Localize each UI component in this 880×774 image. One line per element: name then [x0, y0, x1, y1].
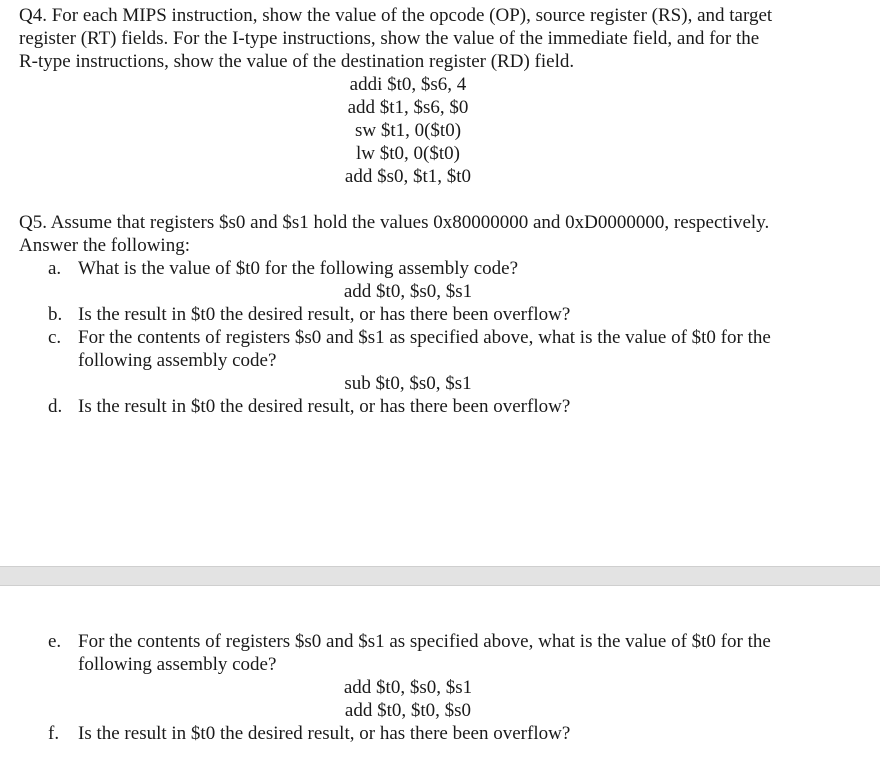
q4-code-line-2: add $t1, $s6, $0 — [347, 97, 469, 118]
q5-item-c-code: sub $t0, $s0, $s1 — [344, 373, 472, 394]
q5-prompt-line-1: Q5. Assume that registers $s0 and $s1 hold the values 0x80000000 and 0xD0000000, respectively. — [19, 212, 770, 233]
q4-code-line-3: sw $t1, 0($t0) — [354, 120, 462, 141]
q4-code-line-4: lw $t0, 0($t0) — [356, 143, 460, 164]
q5-item-e-text-line-1: For the contents of registers $s0 and $s1 as specified above, what is the value of $t0 for the — [78, 631, 771, 652]
q5-prompt-line-2: Answer the following: — [19, 235, 190, 256]
document-page-2 — [0, 586, 880, 774]
q5-item-e-label: e. — [48, 631, 62, 652]
q4-prompt-line-3: R-type instructions, show the value of the destination register (RD) field. — [19, 51, 575, 72]
q5-item-b-text: Is the result in $t0 the desired result, or has there been overflow? — [78, 304, 571, 325]
q5-item-c-text-line-1: For the contents of registers $s0 and $s1 as specified above, what is the value of $t0 for the — [78, 327, 771, 348]
q5-item-e-code-line-2: add $t0, $t0, $s0 — [344, 700, 472, 721]
q5-item-e-text-line-2: following assembly code? — [78, 654, 277, 675]
q5-item-c-label: c. — [48, 327, 62, 348]
page-break-separator — [0, 566, 880, 586]
q4-code-line-5: add $s0, $t1, $t0 — [344, 166, 472, 187]
q4-code-line-1: addi $t0, $s6, 4 — [349, 74, 467, 95]
q5-item-a-text: What is the value of $t0 for the following assembly code? — [78, 258, 519, 279]
q5-item-a-label: a. — [48, 258, 62, 279]
q5-item-f-label: f. — [48, 723, 60, 744]
q4-prompt-line-2: register (RT) fields. For the I-type instructions, show the value of the immediate field, and for the — [19, 28, 760, 49]
q5-item-e-code-line-1: add $t0, $s0, $s1 — [343, 677, 473, 698]
q5-item-d-text: Is the result in $t0 the desired result, or has there been overflow? — [78, 396, 571, 417]
q5-item-b-label: b. — [48, 304, 63, 325]
q5-item-c-text-line-2: following assembly code? — [78, 350, 277, 371]
q5-item-d-label: d. — [48, 396, 63, 417]
q5-item-a-code: add $t0, $s0, $s1 — [343, 281, 473, 302]
q5-item-f-text: Is the result in $t0 the desired result, or has there been overflow? — [78, 723, 571, 744]
q4-prompt-line-1: Q4. For each MIPS instruction, show the value of the opcode (OP), source register (RS), and target — [19, 5, 773, 26]
